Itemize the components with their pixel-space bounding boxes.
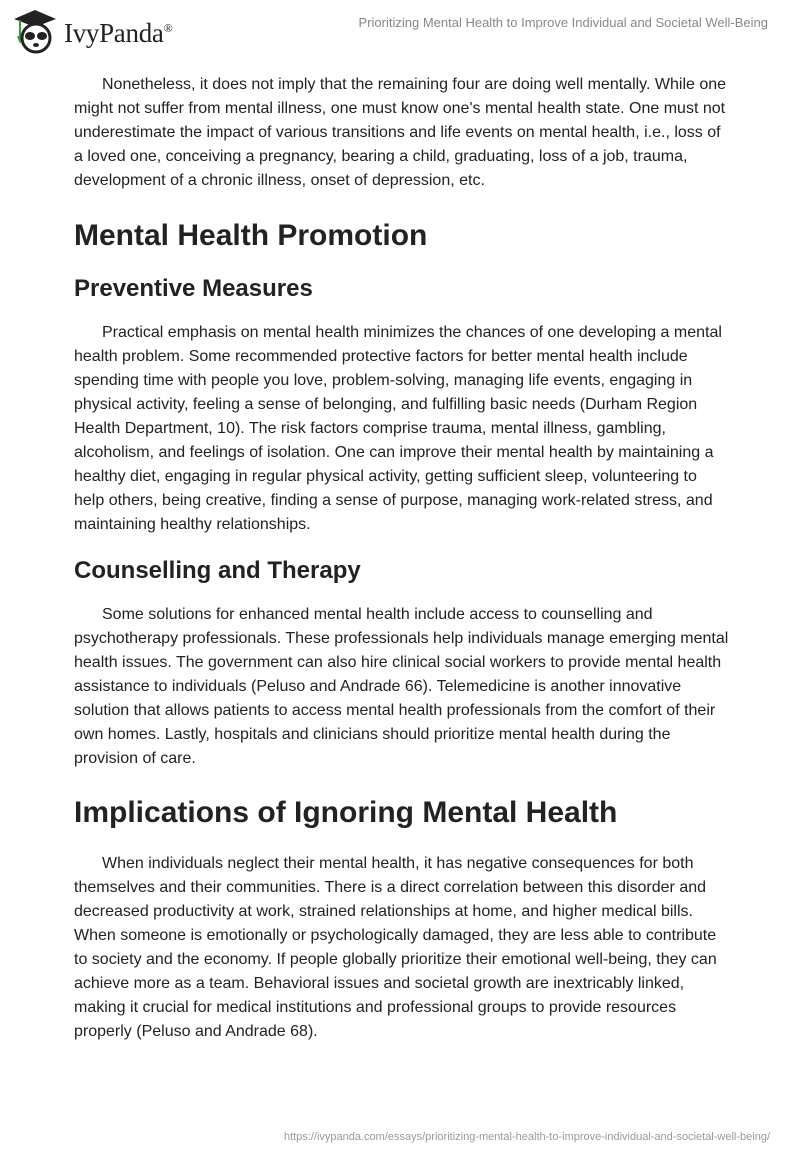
- ivypanda-logo[interactable]: [12, 8, 172, 59]
- subheading-counselling-therapy: Counselling and Therapy: [74, 557, 361, 584]
- brand-name: [64, 18, 172, 49]
- paragraph: Nonetheless, it does not imply that the remaining four are doing well mentally. While one might not suffer from mental illness, one must know one's mental health state. One must not underestimate the impact of various transitions and life events on mental health, i.e., loss of a loved one, conceiving a pregnancy, bearing a child, graduating, loss of a job, trauma, development of a chronic illness, onset of depression, etc.: [74, 76, 727, 189]
- section-heading-mental-health-promotion: Mental Health Promotion: [74, 219, 428, 252]
- brand-label: IvyPanda: [64, 18, 164, 48]
- panda-graduate-icon: [12, 8, 58, 59]
- section-heading-implications: Implications of Ignoring Mental Health: [74, 796, 618, 829]
- document-title: Prioritizing Mental Health to Improve Individual and Societal Well-Being: [358, 15, 768, 30]
- paragraph: Practical emphasis on mental health minimizes the chances of one developing a mental health problem. Some recommended protective factors for better mental health include spending time with people you love, problem-solving, managing life events, engaging in physical activity, feeling a sense of belonging, and fulfilling basic needs (Durham Region Health Department, 10). The risk factors comprise trauma, mental illness, gambling, alcoholism, and feelings of isolation. One can improve their mental health by maintaining a healthy diet, engaging in regular physical activity, getting sufficient sleep, volunteering to help others, being creative, finding a sense of purpose, managing work-related stress, and maintaining healthy relationships.: [74, 324, 722, 533]
- subheading-preventive-measures: Preventive Measures: [74, 275, 313, 302]
- paragraph: Some solutions for enhanced mental health include access to counselling and psychotherapy professionals. These professionals help individuals manage emerging mental health issues. The government can also hire clinical social workers to provide mental health assistance to individuals (Peluso and Andrade 66). Telemedicine is another innovative solution that allows patients to access mental health professionals from the comfort of their own homes. Lastly, hospitals and clinicians should prioritize mental health during the provision of care.: [74, 606, 729, 767]
- page-url[interactable]: https://ivypanda.com/essays/prioritizing-mental-health-to-improve-individual-and-societal-well-being/: [283, 1131, 770, 1143]
- registered-mark: ®: [163, 21, 173, 35]
- paragraph: When individuals neglect their mental health, it has negative consequences for both themselves and their communities. There is a direct correlation between this disorder and decreased productivity at work, strained relationships at home, and higher medical bills. When someone is emotionally or psychologically damaged, they are less able to contribute to society and the economy. If people globally prioritize their emotional well-being, they can achieve more as a team. Behavioral issues and societal growth are inextricably linked, making it crucial for medical institutions and professional groups to provide resources properly (Peluso and Andrade 68).: [74, 855, 717, 1040]
- essay-content: [74, 73, 730, 1044]
